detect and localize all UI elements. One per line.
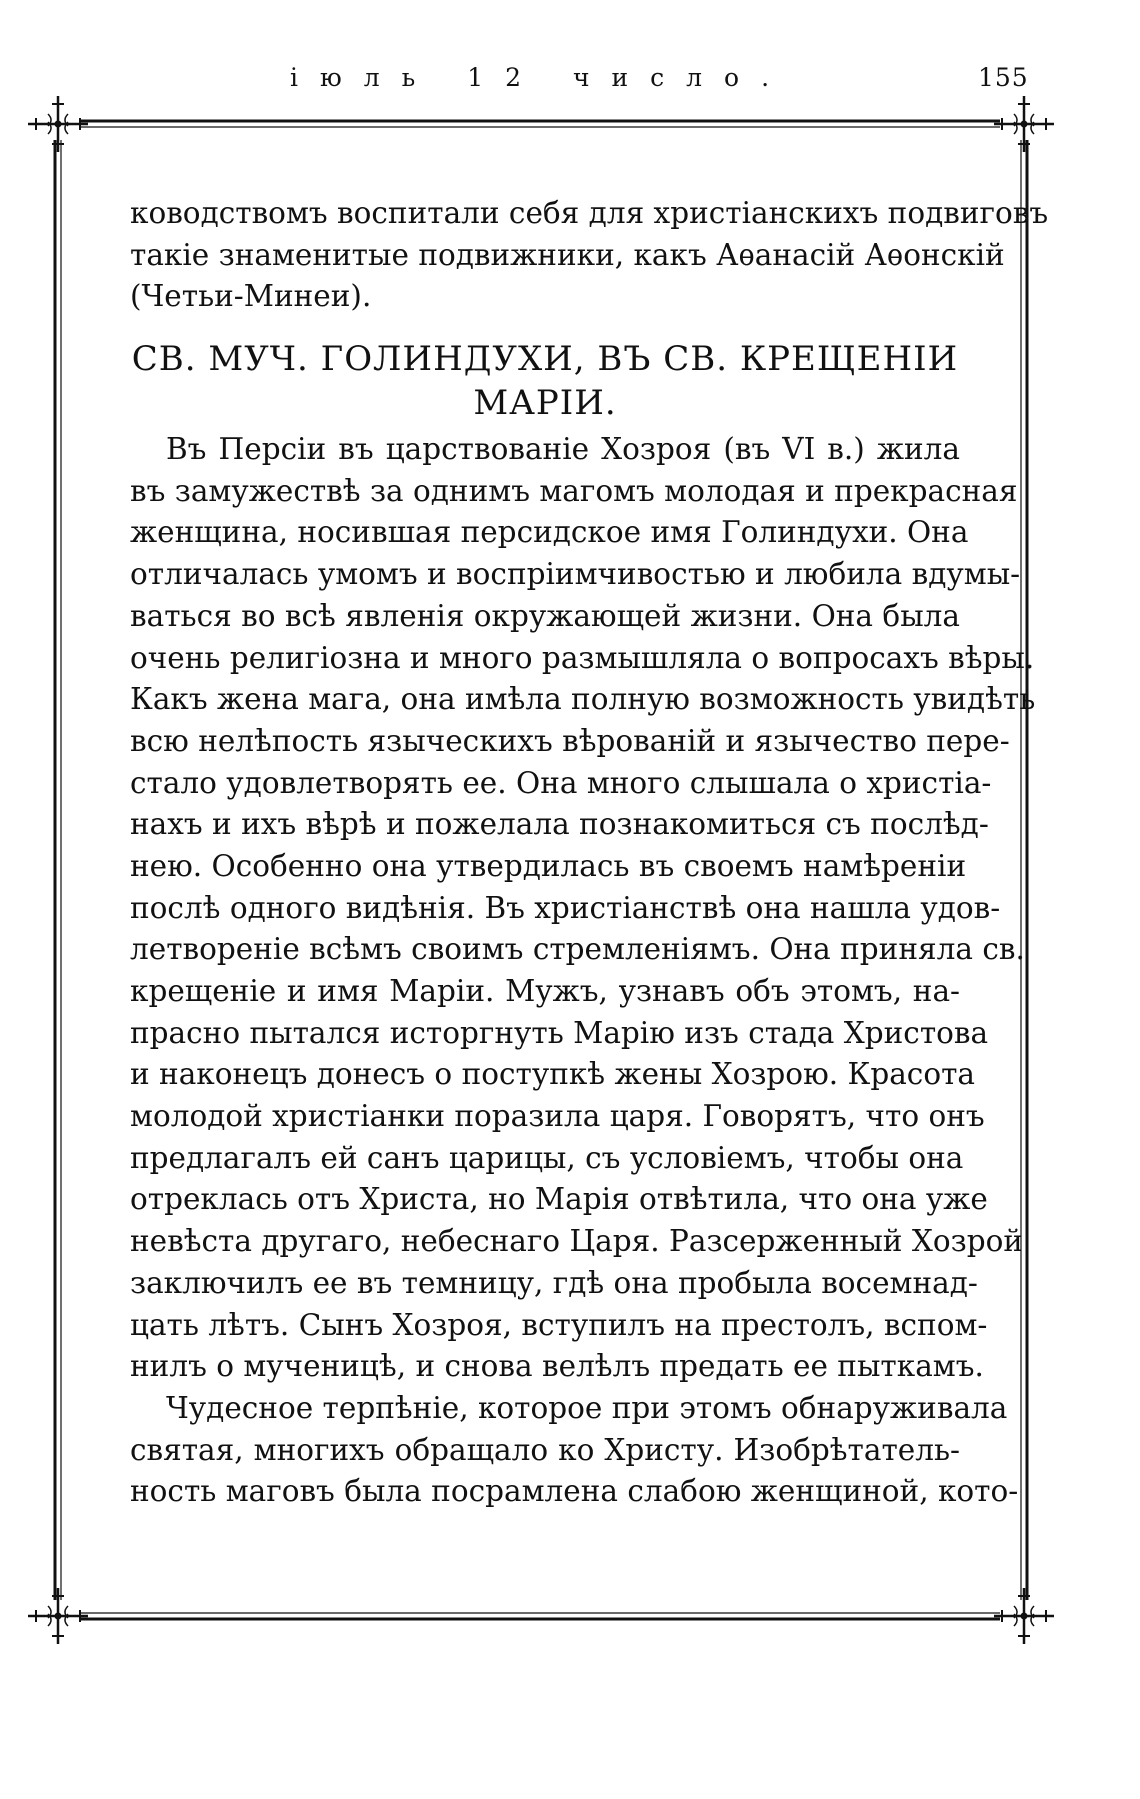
text-line: ководствомъ воспитали себя для христіанскихъ подвиговъ: [130, 196, 1049, 230]
text-line: крещеніе и имя Маріи. Мужъ, узнавъ объ этомъ, на-: [130, 974, 960, 1008]
text-line: святая, многихъ обращало ко Христу. Изобрѣтатель-: [130, 1432, 960, 1467]
section-heading: [130, 337, 960, 425]
text-line: отличалась умомъ и воспріимчивостью и любила вдумы-: [130, 557, 1021, 592]
text-line: невѣста другаго, небеснаго Царя. Разсерженный Хозрой: [130, 1224, 1023, 1259]
paragraph-1: [130, 429, 1036, 1388]
text-line: всю нелѣпость языческихъ вѣрованій и язычество пере-: [130, 723, 1010, 758]
text-line: ваться во всѣ явленія окружающей жизни. Она была: [130, 598, 960, 633]
text-line: Въ Персіи въ царствованіе Хозроя (въ VI в.) жила: [166, 432, 960, 467]
paragraph-2: [130, 1388, 1019, 1513]
text-line: стало удовлетворять ее. Она много слышала о христіа-: [130, 765, 992, 800]
text-line: летвореніе всѣмъ своимъ стремленіямъ. Она приняла св.: [130, 932, 1025, 967]
heading-line: СВ. МУЧ. ГОЛИНДУХИ, ВЪ СВ. КРЕЩЕНІИ: [131, 339, 959, 380]
text-line: нилъ о мученицѣ, и снова велѣлъ предать ее пыткамъ.: [130, 1349, 984, 1384]
text-line: очень религіозна и много размышляла о вопросахъ вѣры.: [130, 640, 1035, 675]
text-line: женщина, носившая персидское имя Голиндухи. Она: [130, 515, 969, 550]
corner-cross-bottom-left-icon: [28, 1588, 88, 1644]
heading-line: МАРІИ.: [473, 383, 617, 424]
text-line: ность маговъ была посрамлена слабою женщиной, кото-: [130, 1474, 1019, 1509]
text-line: молодой христіанки поразила царя. Говорятъ, что онъ: [130, 1099, 985, 1134]
text-line: послѣ одного видѣнія. Въ христіанствѣ она нашла удов-: [130, 890, 1001, 925]
text-line: нею. Особенно она утвердилась въ своемъ намѣреніи: [130, 848, 967, 883]
text-line: предлагалъ ей санъ царицы, съ условіемъ, чтобы она: [130, 1140, 964, 1175]
text-line: такіе знаменитые подвижники, какъ Аѳанасій Аѳонскій: [130, 237, 1005, 272]
corner-cross-top-left-icon: [28, 96, 88, 152]
text-line: нахъ и ихъ вѣрѣ и пожелала познакомиться съ послѣд-: [130, 807, 989, 842]
text-line: цать лѣтъ. Сынъ Хозроя, вступилъ на престолъ, вспом-: [130, 1307, 988, 1342]
text-line: прасно пытался исторгнуть Марію изъ стада Христова: [130, 1015, 989, 1050]
running-title: іюль 12 число.: [290, 63, 792, 92]
text-line: заключилъ ее въ темницу, гдѣ она пробыла восемнад-: [130, 1265, 978, 1300]
text-line: (Четьи-Минеи).: [130, 279, 372, 314]
text-line: отреклась отъ Христа, но Марія отвѣтила, что она уже: [130, 1182, 988, 1217]
page-number: 155: [978, 63, 1029, 92]
corner-cross-bottom-right-icon: [994, 1588, 1054, 1644]
text-line: Чудесное терпѣніе, которое при этомъ обнаруживала: [166, 1390, 1008, 1425]
intro-paragraph: [130, 193, 1049, 318]
text-line: въ замужествѣ за однимъ магомъ молодая и прекрасная: [130, 473, 1018, 508]
corner-cross-top-right-icon: [994, 96, 1054, 152]
text-line: и наконецъ донесъ о поступкѣ жены Хозрою. Красота: [130, 1057, 975, 1092]
text-line: Какъ жена мага, она имѣла полную возможность увидѣть: [130, 682, 1036, 717]
body-text: [130, 193, 1049, 1513]
